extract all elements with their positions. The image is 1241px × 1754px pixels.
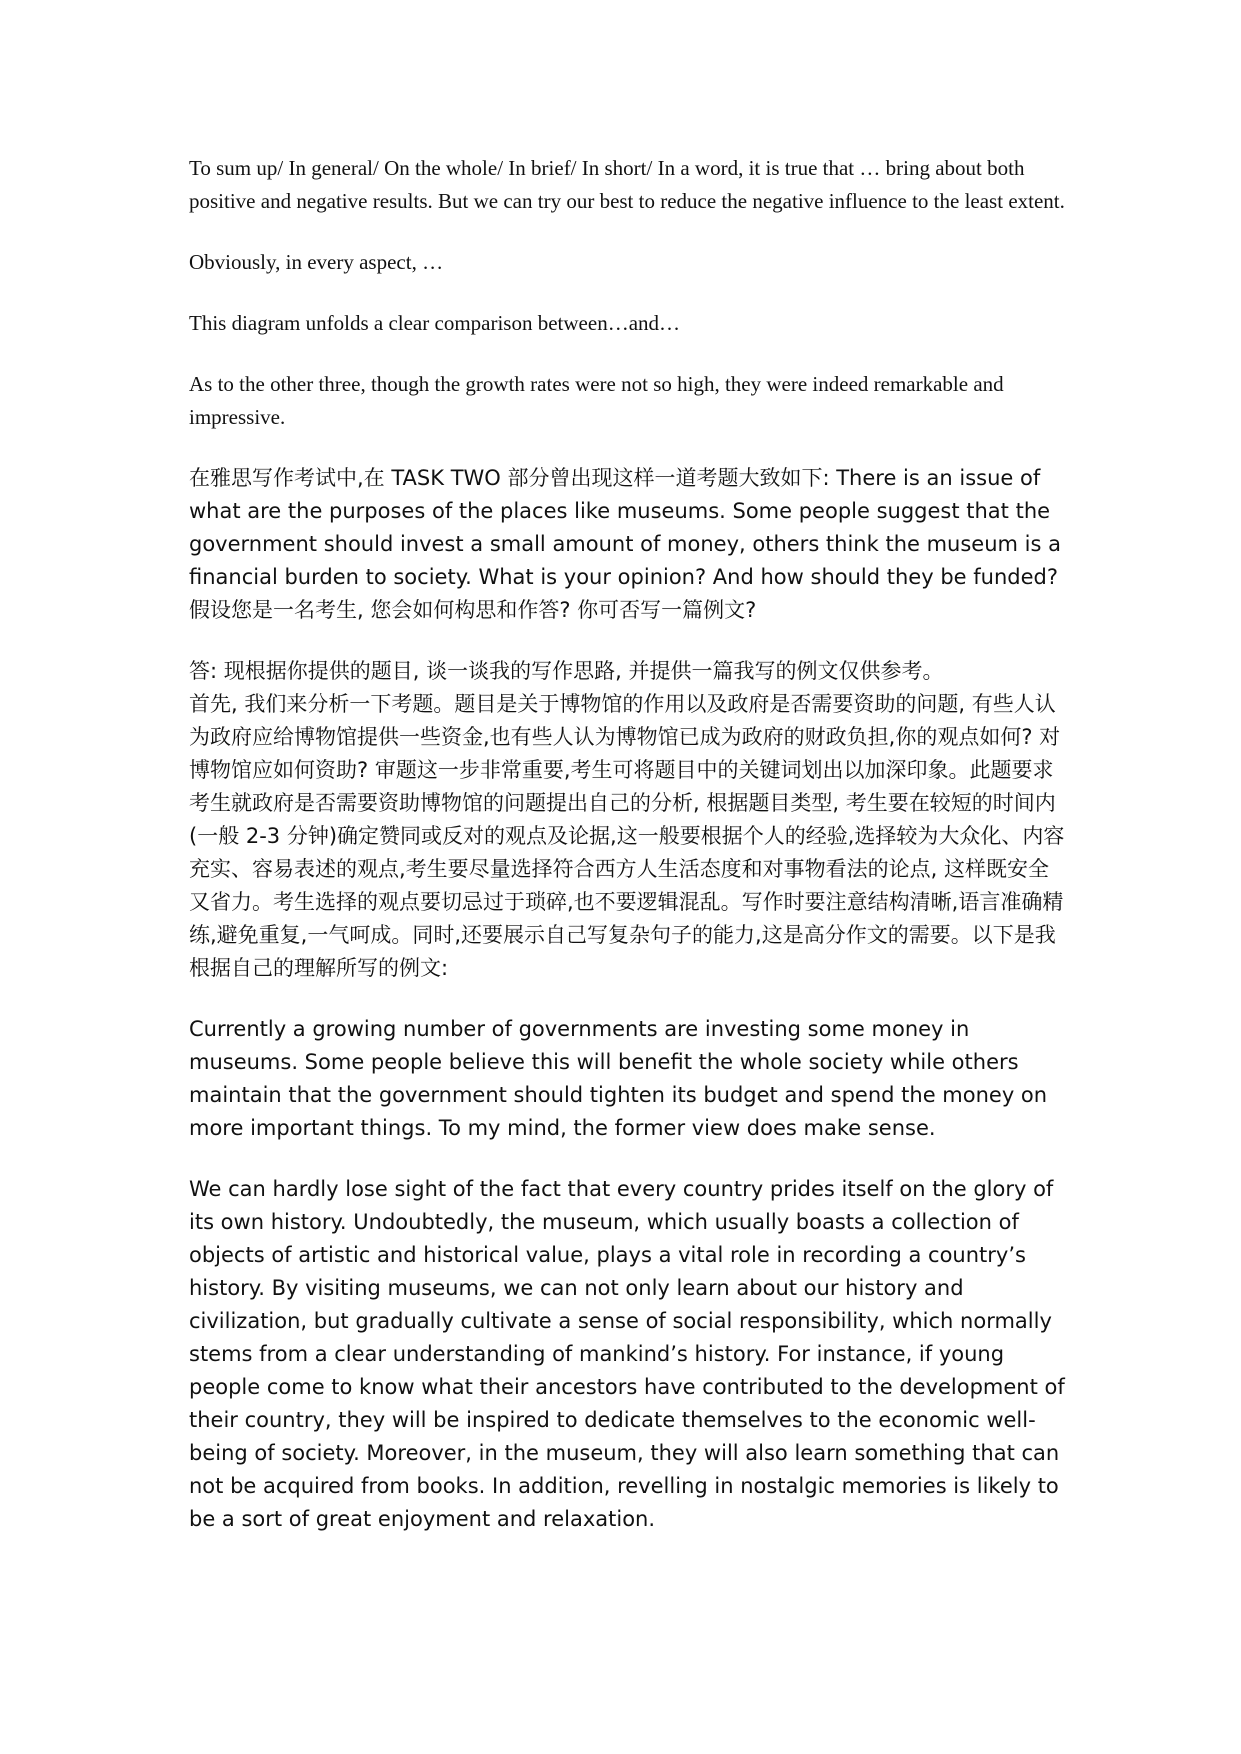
answer-block — [189, 655, 1069, 985]
paragraph-essay-intro: Currently a growing number of governments are investing some money in museums. Some people believe this will benefit the whole society while others maintain that the government should tighten its budget and spend the money on more important things. To my mind, the former view does make sense. — [189, 1017, 1048, 1140]
paragraph-obviously: Obviously, in every aspect, … — [189, 250, 444, 274]
paragraph-essay-body: We can hardly lose sight of the fact that every country prides itself on the glory of its own history. Undoubtedly, the museum, which usually boasts a collection of objects of artistic and historical value, plays a vital role in recording a country’s history. By visiting museums, we can not only learn about our history and civilization, but gradually cultivate a sense of social responsibility, which normally stems from a clear understanding of mankind’s history. For instance, if young people come to know what their ancestors have contributed to the development of their country, they will be inspired to dedicate themselves to the economic well-being of society. Moreover, in the museum, they will also learn something that can not be acquired from books. In addition, revelling in nostalgic memories is likely to be a sort of great enjoyment and relaxation. — [189, 1177, 1065, 1531]
paragraph-answer-analysis: 首先, 我们来分析一下考题。题目是关于博物馆的作用以及政府是否需要资助的问题, 有些人认为政府应给博物馆提供一些资金,也有些人认为博物馆已成为政府的财政负担,你的观点如何? 对博物馆应如何资助? 审题这一步非常重要,考生可将题目中的关键词划出以加深印象。此题要求考生就政府是否需要资助博物馆的问题提出自己的分析, 根据题目类型, 考生要在较短的时间内(一般 2-3 分钟)确定赞同或反对的观点及论据,这一般要根据个人的经验,选择较为大众化、内容充实、容易表述的观点,考生要尽量选择符合西方人生活态度和对事物看法的论点, 这样既安全又省力。考生选择的观点要切忌过于琐碎,也不要逻辑混乱。写作时要注意结构清晰,语言准确精练,避免重复,一气呵成。同时,还要展示自己写复杂句子的能力,这是高分作文的需要。以下是我根据自己的理解所写的例文: — [189, 692, 1065, 980]
paragraph-diagram-comparison: This diagram unfolds a clear comparison between…and… — [189, 311, 681, 335]
paragraph-summary-phrases: To sum up/ In general/ On the whole/ In brief/ In short/ In a word, it is true that … bring about both positive and negative results. But we can try our best to reduce the negative influence to the least extent. — [189, 156, 1065, 213]
paragraph-growth-rates: As to the other three, though the growth rates were not so high, they were indeed remarkable and impressive. — [189, 372, 1004, 429]
paragraph-answer-intro: 答: 现根据你提供的题目, 谈一谈我的写作思路, 并提供一篇我写的例文仅供参考。 — [189, 659, 944, 683]
paragraph-exam-question: 在雅思写作考试中,在 TASK TWO 部分曾出现这样一道考题大致如下: There is an issue of what are the purposes of the places like museums. Some people suggest that the government should invest a small amount of money, others think the museum is a financial burden to society. What is your opinion? And how should they be funded? 假设您是一名考生, 您会如何构思和作答? 你可否写一篇例文? — [189, 466, 1061, 622]
document-body — [189, 152, 1069, 1564]
